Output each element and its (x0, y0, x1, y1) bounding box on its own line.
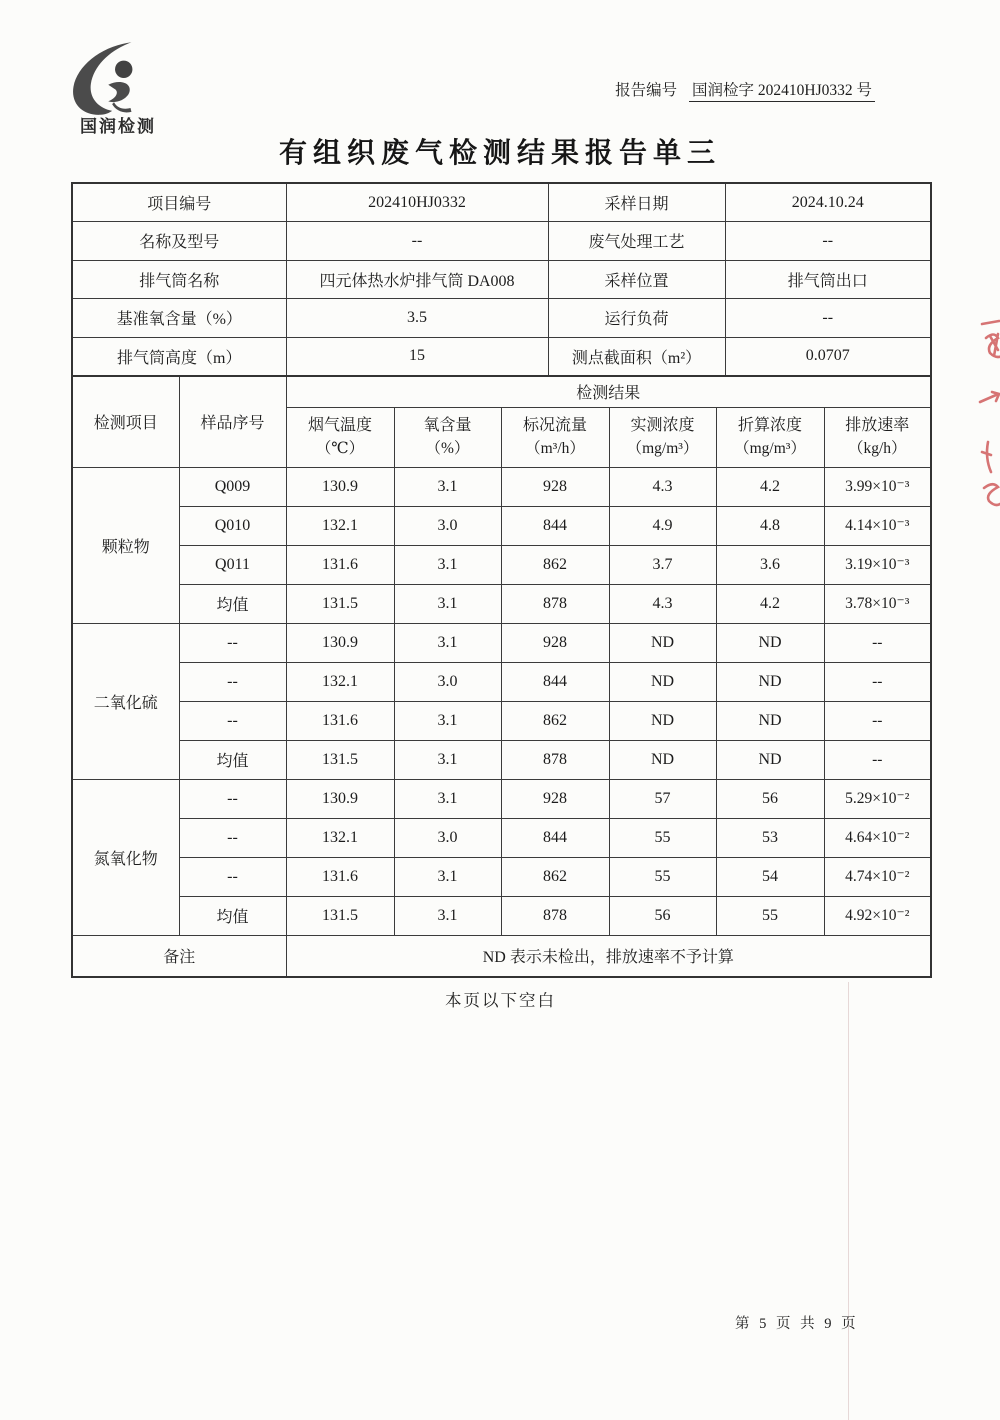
value-cell: 56 (716, 779, 824, 818)
value-cell: ND (609, 623, 716, 662)
blank-below-note: 本页以下空白 (445, 991, 556, 1010)
sample-id-cell: Q009 (179, 467, 286, 506)
result-row (72, 896, 931, 935)
info-label-cell: 采样日期 (548, 183, 725, 222)
info-row (72, 183, 931, 222)
logo-foot (112, 102, 131, 112)
page-number: 第 5 页 共 9 页 (735, 1316, 859, 1332)
info-value-cell: -- (725, 222, 931, 261)
company-name: 国润检测 (80, 117, 156, 136)
info-label-cell: 排气筒高度（m） (72, 337, 286, 376)
result-header-row (72, 376, 931, 407)
value-cell: 878 (501, 896, 609, 935)
value-cell: 3.7 (609, 545, 716, 584)
value-cell: 3.1 (394, 740, 501, 779)
value-cell: 3.99×10⁻³ (824, 467, 931, 506)
info-label-cell: 排气筒名称 (72, 260, 286, 299)
info-value-cell: 2024.10.24 (725, 183, 931, 222)
value-cell: 57 (609, 779, 716, 818)
value-cell: 4.8 (716, 506, 824, 545)
value-cell: ND (716, 701, 824, 740)
info-label-cell: 运行负荷 (548, 299, 725, 338)
remark-label-cell: 备注 (72, 935, 286, 977)
value-cell: 3.1 (394, 857, 501, 896)
result-row (72, 779, 931, 818)
result-row (72, 584, 931, 623)
value-cell: 3.1 (394, 701, 501, 740)
value-cell: 132.1 (286, 818, 394, 857)
item-name-cell: 颗粒物 (72, 467, 179, 623)
info-value-cell: 202410HJ0332 (286, 183, 548, 222)
col-header-oxygen: 氧含量 （%） (394, 407, 501, 467)
value-cell: -- (824, 662, 931, 701)
col-header-measured: 实测浓度 （mg/m³） (609, 407, 716, 467)
result-row (72, 662, 931, 701)
value-cell: 130.9 (286, 467, 394, 506)
info-label-cell: 废气处理工艺 (548, 222, 725, 261)
result-row (72, 623, 931, 662)
value-cell: 3.1 (394, 545, 501, 584)
info-table-body (72, 183, 931, 376)
report-number-value: 国润检字 202410HJ0332 号 (689, 82, 875, 102)
value-cell: 862 (501, 545, 609, 584)
result-table-body (72, 467, 931, 935)
value-cell: 130.9 (286, 779, 394, 818)
remark-text-cell: ND 表示未检出，排放速率不予计算 (286, 935, 931, 977)
value-cell: 4.14×10⁻³ (824, 506, 931, 545)
value-cell: 3.0 (394, 506, 501, 545)
report-number-label: 报告编号 (615, 82, 678, 99)
result-row (72, 467, 931, 506)
scan-fold-line (848, 982, 849, 1420)
value-cell: 844 (501, 506, 609, 545)
value-cell: 3.78×10⁻³ (824, 584, 931, 623)
report-number-line (530, 78, 875, 100)
value-cell: 3.1 (394, 623, 501, 662)
value-cell: ND (716, 662, 824, 701)
value-cell: 4.3 (609, 584, 716, 623)
value-cell: 3.6 (716, 545, 824, 584)
value-cell: -- (824, 623, 931, 662)
sample-col-header: 样品序号 (179, 376, 286, 467)
value-cell: 3.0 (394, 662, 501, 701)
result-row (72, 545, 931, 584)
value-cell: 928 (501, 779, 609, 818)
value-cell: 53 (716, 818, 824, 857)
value-cell: 3.1 (394, 779, 501, 818)
value-cell: 132.1 (286, 662, 394, 701)
value-cell: 3.0 (394, 818, 501, 857)
sample-id-cell: -- (179, 623, 286, 662)
info-value-cell: -- (725, 299, 931, 338)
result-row (72, 818, 931, 857)
value-cell: 4.2 (716, 467, 824, 506)
value-cell: 130.9 (286, 623, 394, 662)
sample-id-cell: -- (179, 701, 286, 740)
info-row (72, 299, 931, 338)
value-cell: 3.1 (394, 467, 501, 506)
item-name-cell: 二氧化硫 (72, 623, 179, 779)
value-cell: ND (609, 662, 716, 701)
item-col-header: 检测项目 (72, 376, 179, 467)
sample-id-cell: 均值 (179, 896, 286, 935)
col-header-flow: 标况流量 （m³/h） (501, 407, 609, 467)
result-row (72, 701, 931, 740)
value-cell: 56 (609, 896, 716, 935)
page-title: 有组织废气检测结果报告单三 (278, 138, 721, 169)
value-cell: 4.9 (609, 506, 716, 545)
handwritten-red-marks (952, 310, 1000, 520)
value-cell: 4.74×10⁻² (824, 857, 931, 896)
sample-id-cell: -- (179, 857, 286, 896)
info-row (72, 260, 931, 299)
value-cell: 131.6 (286, 701, 394, 740)
logo-dot (115, 61, 132, 78)
value-cell: 131.6 (286, 545, 394, 584)
item-name-cell: 氮氧化物 (72, 779, 179, 935)
info-label-cell: 基准氧含量（%） (72, 299, 286, 338)
logo-swoosh (73, 42, 131, 115)
value-cell: ND (609, 701, 716, 740)
sample-id-cell: -- (179, 818, 286, 857)
value-cell: 132.1 (286, 506, 394, 545)
value-cell: 5.29×10⁻² (824, 779, 931, 818)
value-cell: 844 (501, 662, 609, 701)
value-cell: 878 (501, 584, 609, 623)
info-row (72, 337, 931, 376)
value-cell: 844 (501, 818, 609, 857)
info-value-cell: 0.0707 (725, 337, 931, 376)
value-cell: 55 (716, 896, 824, 935)
result-table (71, 375, 932, 978)
info-value-cell: 15 (286, 337, 548, 376)
value-cell: 4.2 (716, 584, 824, 623)
value-cell: ND (716, 623, 824, 662)
info-label-cell: 项目编号 (72, 183, 286, 222)
info-value-cell: -- (286, 222, 548, 261)
info-label-cell: 名称及型号 (72, 222, 286, 261)
info-value-cell: 3.5 (286, 299, 548, 338)
col-header-rate: 排放速率 （kg/h） (824, 407, 931, 467)
value-cell: 3.19×10⁻³ (824, 545, 931, 584)
result-row (72, 506, 931, 545)
info-label-cell: 测点截面积（m²） (548, 337, 725, 376)
sample-id-cell: 均值 (179, 740, 286, 779)
col-header-temp: 烟气温度 （℃） (286, 407, 394, 467)
sample-id-cell: -- (179, 662, 286, 701)
logo-figure (108, 82, 129, 102)
info-row (72, 222, 931, 261)
value-cell: 131.6 (286, 857, 394, 896)
info-label-cell: 采样位置 (548, 260, 725, 299)
sample-id-cell: 均值 (179, 584, 286, 623)
value-cell: 4.92×10⁻² (824, 896, 931, 935)
sample-id-cell: -- (179, 779, 286, 818)
info-value-cell: 排气筒出口 (725, 260, 931, 299)
value-cell: 3.1 (394, 896, 501, 935)
value-cell: 928 (501, 467, 609, 506)
value-cell: 55 (609, 818, 716, 857)
result-row (72, 857, 931, 896)
value-cell: 862 (501, 857, 609, 896)
company-logo-icon (58, 40, 174, 118)
value-cell: ND (716, 740, 824, 779)
value-cell: 878 (501, 740, 609, 779)
value-cell: 3.1 (394, 584, 501, 623)
value-cell: ND (609, 740, 716, 779)
remark-row (72, 935, 931, 977)
value-cell: 862 (501, 701, 609, 740)
value-cell: 928 (501, 623, 609, 662)
value-cell: 4.64×10⁻² (824, 818, 931, 857)
result-row (72, 740, 931, 779)
value-cell: -- (824, 701, 931, 740)
result-group-header: 检测结果 (286, 376, 931, 407)
value-cell: -- (824, 740, 931, 779)
value-cell: 55 (609, 857, 716, 896)
value-cell: 131.5 (286, 740, 394, 779)
value-cell: 4.3 (609, 467, 716, 506)
info-table (71, 182, 932, 377)
value-cell: 131.5 (286, 584, 394, 623)
sample-id-cell: Q011 (179, 545, 286, 584)
sample-id-cell: Q010 (179, 506, 286, 545)
value-cell: 131.5 (286, 896, 394, 935)
info-value-cell: 四元体热水炉排气筒 DA008 (286, 260, 548, 299)
value-cell: 54 (716, 857, 824, 896)
col-header-converted: 折算浓度 （mg/m³） (716, 407, 824, 467)
